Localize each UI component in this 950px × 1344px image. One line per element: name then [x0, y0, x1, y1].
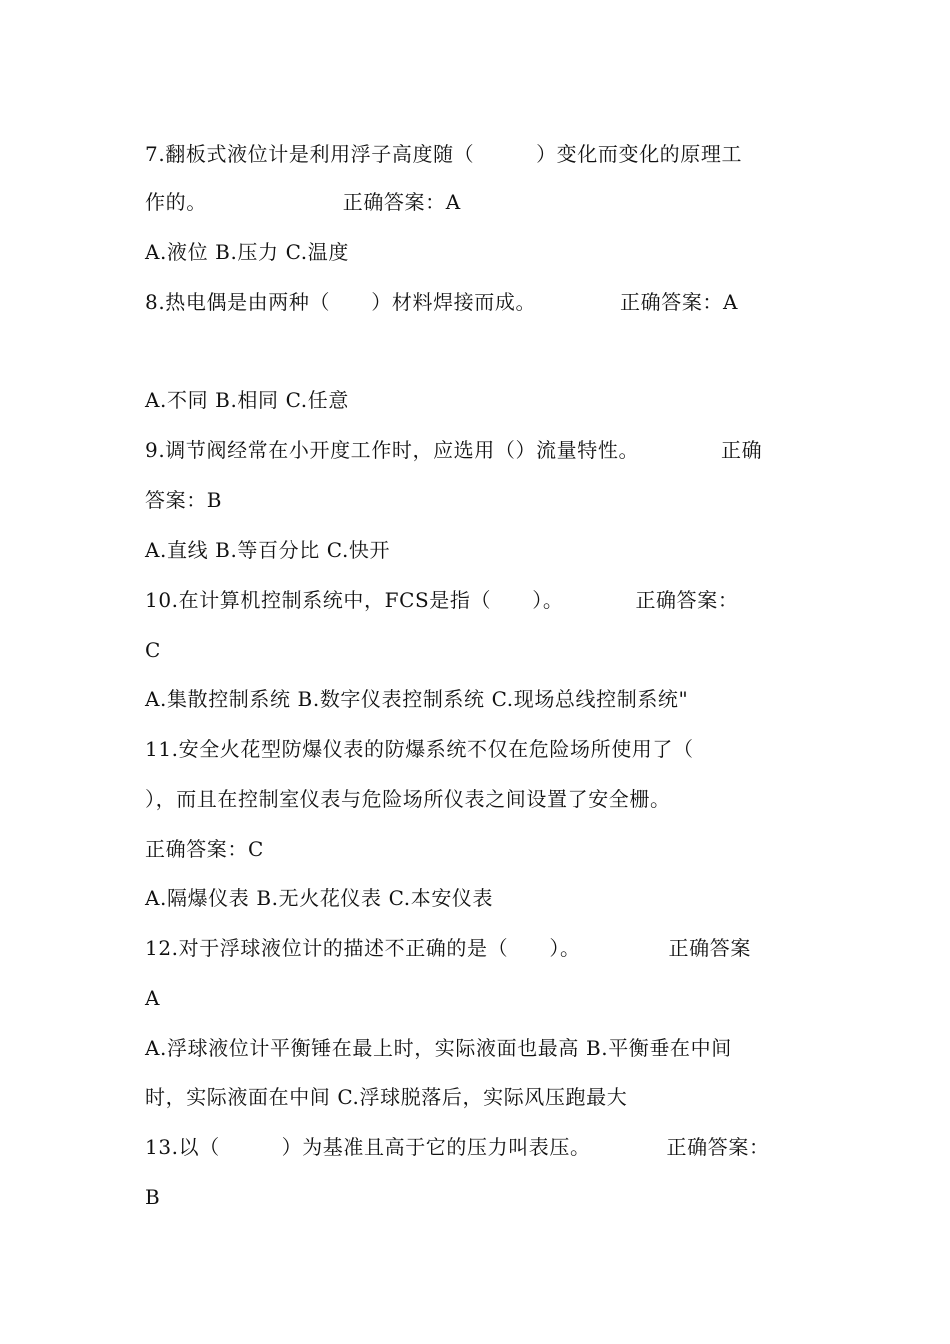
- question-7-options: A.液位 B.压力 C.温度: [145, 240, 349, 264]
- question-9-text: 9.调节阀经常在小开度工作时，应选用（）流量特性。: [145, 438, 640, 462]
- question-12-answer: A: [145, 986, 161, 1010]
- question-7-answer: 正确答案：A: [342, 190, 461, 214]
- question-10-text: 10.在计算机控制系统中，FCS是指（ ）。: [145, 588, 564, 612]
- question-12-options-continued: 时，实际液面在中间 C.浮球脱落后，实际风压跑最大: [145, 1085, 628, 1109]
- question-12-options: A.浮球液位计平衡锤在最上时，实际液面也最高 B.平衡垂在中间: [145, 1036, 732, 1060]
- question-10-answer: C: [145, 638, 161, 662]
- question-12-row: [145, 934, 815, 962]
- question-8-text: 8.热电偶是由两种（ ）材料焊接而成。: [145, 290, 537, 314]
- question-8-answer: 正确答案：A: [620, 290, 739, 314]
- question-11-answer: 正确答案：C: [145, 837, 264, 861]
- question-13-row: [145, 1133, 815, 1161]
- question-10-answer-label: 正确答案：: [635, 588, 739, 612]
- question-11-text-continued: ），而且在控制室仪表与危险场所仪表之间设置了安全栅。: [145, 787, 671, 811]
- question-8-row: [145, 288, 815, 316]
- question-11-text: 11.安全火花型防爆仪表的防爆系统不仅在危险场所使用了（: [145, 737, 694, 761]
- question-11-options: A.隔爆仪表 B.无火花仪表 C.本安仪表: [145, 886, 494, 910]
- question-7-text-end: 作的。: [145, 190, 207, 214]
- question-10-row: [145, 586, 815, 614]
- question-9-answer: 答案：B: [145, 488, 223, 512]
- question-7-text: 7.翻板式液位计是利用浮子高度随（ ）变化而变化的原理工: [145, 142, 743, 166]
- question-13-answer: B: [145, 1185, 161, 1209]
- question-10-options: A.集散控制系统 B.数字仪表控制系统 C.现场总线控制系统": [145, 687, 689, 711]
- question-12-text: 12.对于浮球液位计的描述不正确的是（ ）。: [145, 936, 581, 960]
- question-12-answer-label: 正确答案: [668, 936, 751, 960]
- question-13-text: 13.以（ ）为基准且高于它的压力叫表压。: [145, 1135, 591, 1159]
- question-9-options: A.直线 B.等百分比 C.快开: [145, 538, 391, 562]
- question-13-answer-label: 正确答案：: [666, 1135, 770, 1159]
- question-9-row: [145, 436, 815, 464]
- question-9-answer-label: 正确: [721, 438, 763, 462]
- question-8-options: A.不同 B.相同 C.任意: [145, 388, 349, 412]
- question-7-continuation: [145, 188, 815, 216]
